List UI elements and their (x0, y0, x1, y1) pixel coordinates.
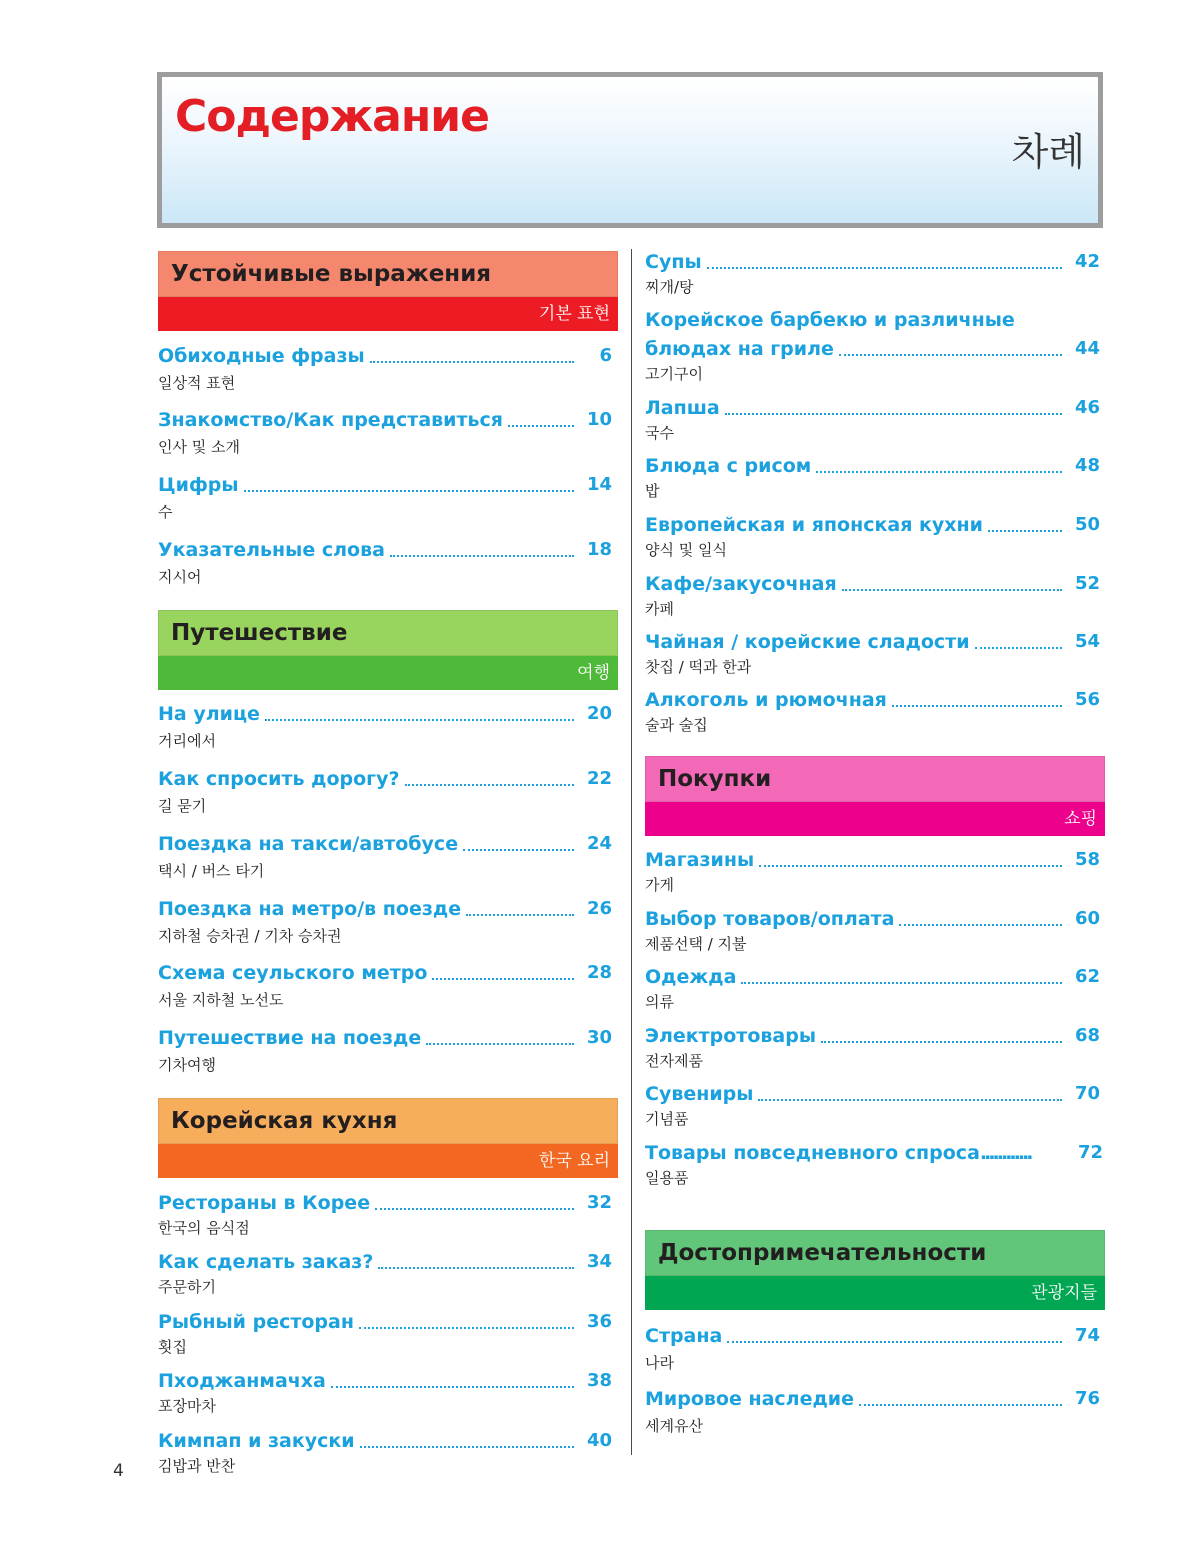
dot-leader (463, 849, 574, 851)
entry-title: Кимпап и закуски (158, 1430, 355, 1452)
entry-line (645, 847, 1100, 873)
entry-title: Как спросить дорогу? (158, 768, 400, 790)
entry-subtitle-korean: 세계유산 (645, 1417, 703, 1435)
entry-subtitle-korean: 횟집 (158, 1338, 187, 1356)
entry-title: Алкоголь и рюмочная (645, 689, 887, 711)
entry-page-number: 52 (1074, 573, 1100, 594)
entry-title: На улице (158, 703, 260, 725)
entry-line (645, 249, 1100, 275)
dot-leader (466, 914, 574, 916)
entry-line (645, 1023, 1100, 1049)
entry-page-number: 26 (586, 898, 612, 919)
entry-page-number: 44 (1074, 338, 1100, 359)
toc-entry (158, 1309, 612, 1358)
toc-entry (158, 1190, 612, 1239)
entry-line (158, 1025, 612, 1051)
entry-line (158, 537, 612, 563)
dot-leader (432, 978, 574, 980)
toc-entry (645, 687, 1100, 736)
entry-title: Рестораны в Корее (158, 1192, 371, 1214)
dot-leader (899, 924, 1062, 926)
entry-subtitle-korean: 일용품 (645, 1169, 689, 1187)
toc-entry (158, 343, 612, 394)
entry-title: Поездка на метро/в поезде (158, 898, 462, 920)
toc-entry (645, 453, 1100, 502)
entry-title: Пходжанмачха (158, 1370, 326, 1392)
toc-entry (645, 512, 1100, 561)
dot-leader (859, 1404, 1062, 1406)
entry-page-number: 76 (1074, 1388, 1100, 1409)
entry-subtitle-korean: 국수 (645, 424, 674, 442)
entry-page-number: 38 (586, 1370, 612, 1391)
dot-leader (265, 719, 574, 721)
dot-leader (707, 267, 1062, 269)
entry-line (645, 453, 1100, 479)
column-divider (631, 249, 632, 1455)
entry-page-number: 60 (1074, 908, 1100, 929)
entry-line (158, 766, 612, 792)
entry-line (158, 701, 612, 727)
toc-entry (645, 1386, 1100, 1437)
dot-leader (758, 1099, 1062, 1101)
dot-leader-text: ............ (979, 1142, 1031, 1164)
dot-leader (975, 647, 1062, 649)
entry-title: Лапша (645, 397, 720, 419)
entry-title: Обиходные фразы (158, 345, 365, 367)
entry-subtitle-korean: 수 (158, 503, 173, 521)
toc-entry (158, 1428, 612, 1477)
entry-page-number: 18 (586, 539, 612, 560)
entry-page-number: 74 (1074, 1325, 1100, 1346)
dot-leader (892, 705, 1062, 707)
entry-title: Страна (645, 1325, 723, 1347)
dot-leader (390, 555, 574, 557)
page-title-korean: 차례 (1011, 130, 1085, 174)
entry-subtitle-korean: 인사 및 소개 (158, 438, 240, 456)
dot-leader (375, 1208, 574, 1210)
toc-entry (158, 1249, 612, 1298)
toc-entry (645, 395, 1100, 444)
toc-entry (158, 1025, 612, 1076)
toc-entry (158, 766, 612, 817)
entry-page-number: 72 (1077, 1142, 1103, 1163)
entry-title: Чайная / корейские сладости (645, 631, 970, 653)
dot-leader (759, 865, 1062, 867)
dot-leader (508, 425, 574, 427)
section-title-korean: 쇼핑 (645, 802, 1105, 836)
entry-subtitle-korean: 양식 및 일식 (645, 541, 727, 559)
toc-entry (158, 1368, 612, 1417)
entry-line (645, 571, 1100, 597)
entry-line (645, 336, 1100, 362)
dot-leader (244, 490, 574, 492)
entry-subtitle-korean: 택시 / 버스 타기 (158, 862, 265, 880)
entry-subtitle-korean: 거리에서 (158, 732, 216, 750)
entry-page-number: 50 (1074, 514, 1100, 535)
entry-page-number: 46 (1074, 397, 1100, 418)
entry-subtitle-korean: 찻집 / 떡과 한과 (645, 658, 752, 676)
entry-title: Как сделать заказ? (158, 1251, 374, 1273)
section-title: Путешествие (158, 610, 618, 656)
entry-page-number: 20 (586, 703, 612, 724)
toc-entry (645, 307, 1100, 385)
entry-page-number: 28 (586, 962, 612, 983)
dot-leader (426, 1043, 574, 1045)
entry-subtitle-korean: 가게 (645, 876, 674, 894)
dot-leader (816, 471, 1062, 473)
entry-line (645, 1323, 1100, 1349)
toc-entry (158, 407, 612, 458)
entry-subtitle-korean: 지하철 승차권 / 기차 승차권 (158, 927, 342, 945)
section-title-korean: 기본 표현 (158, 297, 618, 331)
entry-line (158, 1428, 612, 1454)
entry-line (645, 395, 1100, 421)
entry-page-number: 68 (1074, 1025, 1100, 1046)
entry-line (158, 472, 612, 498)
entry-subtitle-korean: 김밥과 반찬 (158, 1457, 236, 1475)
section-header-sights (645, 1230, 1105, 1310)
entry-subtitle-korean: 카페 (645, 600, 674, 618)
entry-subtitle-korean: 일상적 표현 (158, 374, 236, 392)
entry-page-number: 30 (586, 1027, 612, 1048)
entry-title: Указательные слова (158, 539, 385, 561)
entry-subtitle-korean: 나라 (645, 1354, 674, 1372)
dot-leader (331, 1386, 574, 1388)
entry-line (158, 407, 612, 433)
entry-subtitle-korean: 길 묻기 (158, 797, 207, 815)
entry-title: Выбор товаров/оплата (645, 908, 895, 930)
entry-page-number: 14 (586, 474, 612, 495)
entry-page-number: 6 (599, 345, 612, 366)
entry-subtitle-korean: 밥 (645, 482, 660, 500)
entry-page-number: 34 (586, 1251, 612, 1272)
entry-subtitle-korean: 기차여행 (158, 1056, 216, 1074)
entry-line (645, 687, 1100, 713)
entry-line (645, 1140, 1103, 1166)
entry-subtitle-korean: 지시어 (158, 568, 202, 586)
entry-title: Одежда (645, 966, 737, 988)
dot-leader (741, 982, 1062, 984)
entry-page-number: 56 (1074, 689, 1100, 710)
toc-entry (645, 1140, 1103, 1189)
entry-line (645, 964, 1100, 990)
entry-page-number: 54 (1074, 631, 1100, 652)
entry-title: Рыбный ресторан (158, 1311, 354, 1333)
toc-entry (158, 960, 612, 1011)
entry-subtitle-korean: 찌개/탕 (645, 278, 694, 296)
entry-line (158, 896, 612, 922)
dot-leader (725, 413, 1062, 415)
dot-leader (842, 589, 1062, 591)
toc-entry (645, 1081, 1100, 1130)
section-title: Корейская кухня (158, 1098, 618, 1144)
section-header-korean-cuisine (158, 1098, 618, 1178)
entry-subtitle-korean: 고기구이 (645, 365, 703, 383)
section-title: Покупки (645, 756, 1105, 802)
entry-title: Схема сеульского метро (158, 962, 428, 984)
entry-subtitle-korean: 제품선택 / 지불 (645, 935, 747, 953)
toc-entry (645, 1323, 1100, 1374)
entry-title: Знакомство/Как представиться (158, 409, 503, 431)
entry-title: Супы (645, 251, 702, 273)
entry-subtitle-korean: 포장마차 (158, 1397, 216, 1415)
toc-entry (158, 831, 612, 882)
entry-line (158, 343, 612, 369)
entry-page-number: 48 (1074, 455, 1100, 476)
entry-page-number: 36 (586, 1311, 612, 1332)
entry-subtitle-korean: 기념품 (645, 1110, 689, 1128)
entry-line (645, 906, 1100, 932)
section-header-shopping (645, 756, 1105, 836)
entry-title: Электротовары (645, 1025, 816, 1047)
dot-leader (405, 784, 574, 786)
entry-subtitle-korean: 술과 술집 (645, 716, 708, 734)
dot-leader (821, 1041, 1062, 1043)
contents-header (157, 72, 1103, 228)
toc-entry (645, 847, 1100, 896)
entry-page-number: 10 (586, 409, 612, 430)
entry-line (158, 831, 612, 857)
entry-title: Европейская и японская кухни (645, 514, 983, 536)
entry-line (645, 1386, 1100, 1412)
toc-entry (158, 537, 612, 588)
dot-leader (839, 354, 1062, 356)
section-title-korean: 관광지들 (645, 1276, 1105, 1310)
entry-page-number: 42 (1074, 251, 1100, 272)
dot-leader (988, 530, 1062, 532)
entry-line (645, 307, 1100, 333)
entry-subtitle-korean: 한국의 음식점 (158, 1219, 250, 1237)
dot-leader (378, 1267, 574, 1269)
entry-page-number: 58 (1074, 849, 1100, 870)
toc-entry (645, 964, 1100, 1013)
page-number: 4 (113, 1461, 124, 1481)
toc-entry (158, 896, 612, 947)
section-header-basic-expressions (158, 251, 618, 331)
entry-line (645, 512, 1100, 538)
entry-title: Путешествие на поезде (158, 1027, 422, 1049)
entry-line (645, 629, 1100, 655)
entry-subtitle-korean: 의류 (645, 993, 674, 1011)
toc-entry (645, 629, 1100, 678)
section-title-korean: 여행 (158, 656, 618, 690)
dot-leader (360, 1446, 574, 1448)
page-title: Содержание (175, 91, 489, 142)
section-title: Достопримечательности (645, 1230, 1105, 1276)
entry-title: Товары повседневного спроса (645, 1142, 980, 1164)
entry-page-number: 24 (586, 833, 612, 854)
section-title: Устойчивые выражения (158, 251, 618, 297)
toc-entry (645, 906, 1100, 955)
dot-leader (359, 1327, 574, 1329)
entry-line (158, 1368, 612, 1394)
entry-line (158, 1249, 612, 1275)
entry-line (158, 960, 612, 986)
entry-title-line-1: Корейское барбекю и различные (645, 309, 1015, 331)
dot-leader (370, 361, 574, 363)
entry-title-line-2: блюдах на гриле (645, 338, 834, 360)
entry-title: Цифры (158, 474, 239, 496)
entry-title: Кафе/закусочная (645, 573, 837, 595)
section-title-korean: 한국 요리 (158, 1144, 618, 1178)
entry-title: Блюда с рисом (645, 455, 812, 477)
entry-page-number: 70 (1074, 1083, 1100, 1104)
entry-subtitle-korean: 주문하기 (158, 1278, 216, 1296)
dot-leader (727, 1341, 1062, 1343)
toc-entry (645, 249, 1100, 298)
entry-page-number: 22 (586, 768, 612, 789)
entry-page-number: 32 (586, 1192, 612, 1213)
entry-subtitle-korean: 서울 지하철 노선도 (158, 991, 284, 1009)
entry-title: Магазины (645, 849, 755, 871)
toc-entry (645, 1023, 1100, 1072)
entry-title: Мировое наследие (645, 1388, 855, 1410)
entry-line (158, 1309, 612, 1335)
entry-page-number: 40 (586, 1430, 612, 1451)
toc-entry (645, 571, 1100, 620)
entry-line (645, 1081, 1100, 1107)
section-header-travel (158, 610, 618, 690)
entry-line (158, 1190, 612, 1216)
entry-page-number: 62 (1074, 966, 1100, 987)
toc-entry (158, 701, 612, 752)
toc-entry (158, 472, 612, 523)
entry-title: Поездка на такси/автобусе (158, 833, 459, 855)
entry-title: Сувениры (645, 1083, 754, 1105)
entry-subtitle-korean: 전자제품 (645, 1052, 703, 1070)
